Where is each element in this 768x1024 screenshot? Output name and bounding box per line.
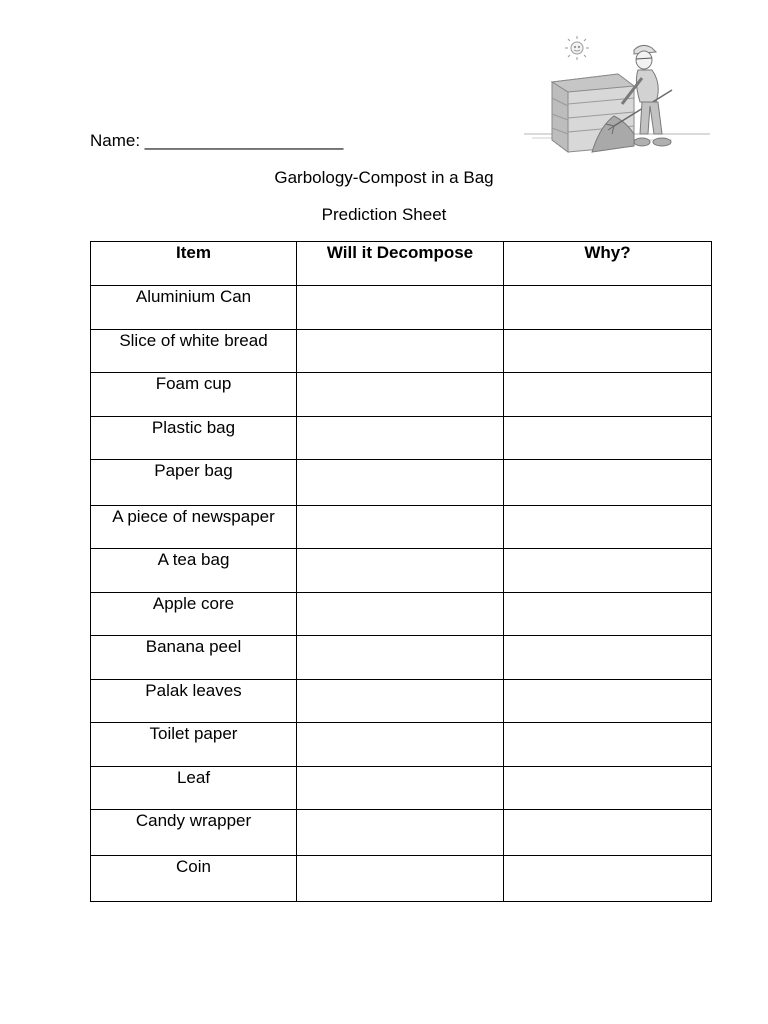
item-cell: A tea bag: [91, 549, 297, 593]
item-cell: Banana peel: [91, 636, 297, 680]
sun-icon: [565, 36, 589, 60]
decompose-cell[interactable]: [297, 680, 504, 723]
column-header-item: Item: [91, 242, 297, 286]
decompose-cell[interactable]: [297, 286, 504, 330]
why-cell[interactable]: [504, 767, 712, 810]
why-cell[interactable]: [504, 856, 712, 902]
table-row: [91, 286, 712, 330]
table-row: [91, 549, 712, 593]
table-row: [91, 593, 712, 636]
column-header-decompose: Will it Decompose: [297, 242, 504, 286]
why-cell[interactable]: [504, 810, 712, 856]
table-row: [91, 723, 712, 767]
why-cell[interactable]: [504, 460, 712, 506]
table-row: [91, 330, 712, 373]
table-row: [91, 373, 712, 417]
table-row: [91, 767, 712, 810]
why-cell[interactable]: [504, 506, 712, 549]
column-header-why: Why?: [504, 242, 712, 286]
table-row: [91, 417, 712, 460]
decompose-cell[interactable]: [297, 636, 504, 680]
decompose-cell[interactable]: [297, 506, 504, 549]
table-row: [91, 506, 712, 549]
prediction-table: [90, 241, 712, 902]
table-row: [91, 856, 712, 902]
page-title: Garbology-Compost in a Bag: [274, 168, 494, 187]
why-cell[interactable]: [504, 549, 712, 593]
item-cell: Paper bag: [91, 460, 297, 506]
decompose-cell[interactable]: [297, 767, 504, 810]
item-cell: Leaf: [91, 767, 297, 810]
why-cell[interactable]: [504, 680, 712, 723]
table-row: [91, 810, 712, 856]
decompose-cell[interactable]: [297, 593, 504, 636]
item-cell: Candy wrapper: [91, 810, 297, 856]
decompose-cell[interactable]: [297, 330, 504, 373]
why-cell[interactable]: [504, 593, 712, 636]
item-cell: Palak leaves: [91, 680, 297, 723]
why-cell[interactable]: [504, 330, 712, 373]
why-cell[interactable]: [504, 723, 712, 767]
decompose-cell[interactable]: [297, 417, 504, 460]
why-cell[interactable]: [504, 636, 712, 680]
decompose-cell[interactable]: [297, 373, 504, 417]
item-cell: Toilet paper: [91, 723, 297, 767]
name-field-label: Name: _____________________: [90, 131, 344, 150]
item-cell: Apple core: [91, 593, 297, 636]
table-row: [91, 460, 712, 506]
table-row: [91, 680, 712, 723]
decompose-cell[interactable]: [297, 856, 504, 902]
item-cell: Foam cup: [91, 373, 297, 417]
decompose-cell[interactable]: [297, 460, 504, 506]
compost-bin: [552, 74, 634, 152]
item-cell: A piece of newspaper: [91, 506, 297, 549]
item-cell: Coin: [91, 856, 297, 902]
why-cell[interactable]: [504, 286, 712, 330]
decompose-cell[interactable]: [297, 723, 504, 767]
decompose-cell[interactable]: [297, 549, 504, 593]
table-row: [91, 636, 712, 680]
page-subtitle: Prediction Sheet: [321, 205, 447, 224]
item-cell: Aluminium Can: [91, 286, 297, 330]
item-cell: Plastic bag: [91, 417, 297, 460]
why-cell[interactable]: [504, 417, 712, 460]
table-header-row: [91, 242, 712, 286]
compost-bin-farmer-icon: [522, 34, 712, 156]
why-cell[interactable]: [504, 373, 712, 417]
item-cell: Slice of white bread: [91, 330, 297, 373]
decompose-cell[interactable]: [297, 810, 504, 856]
